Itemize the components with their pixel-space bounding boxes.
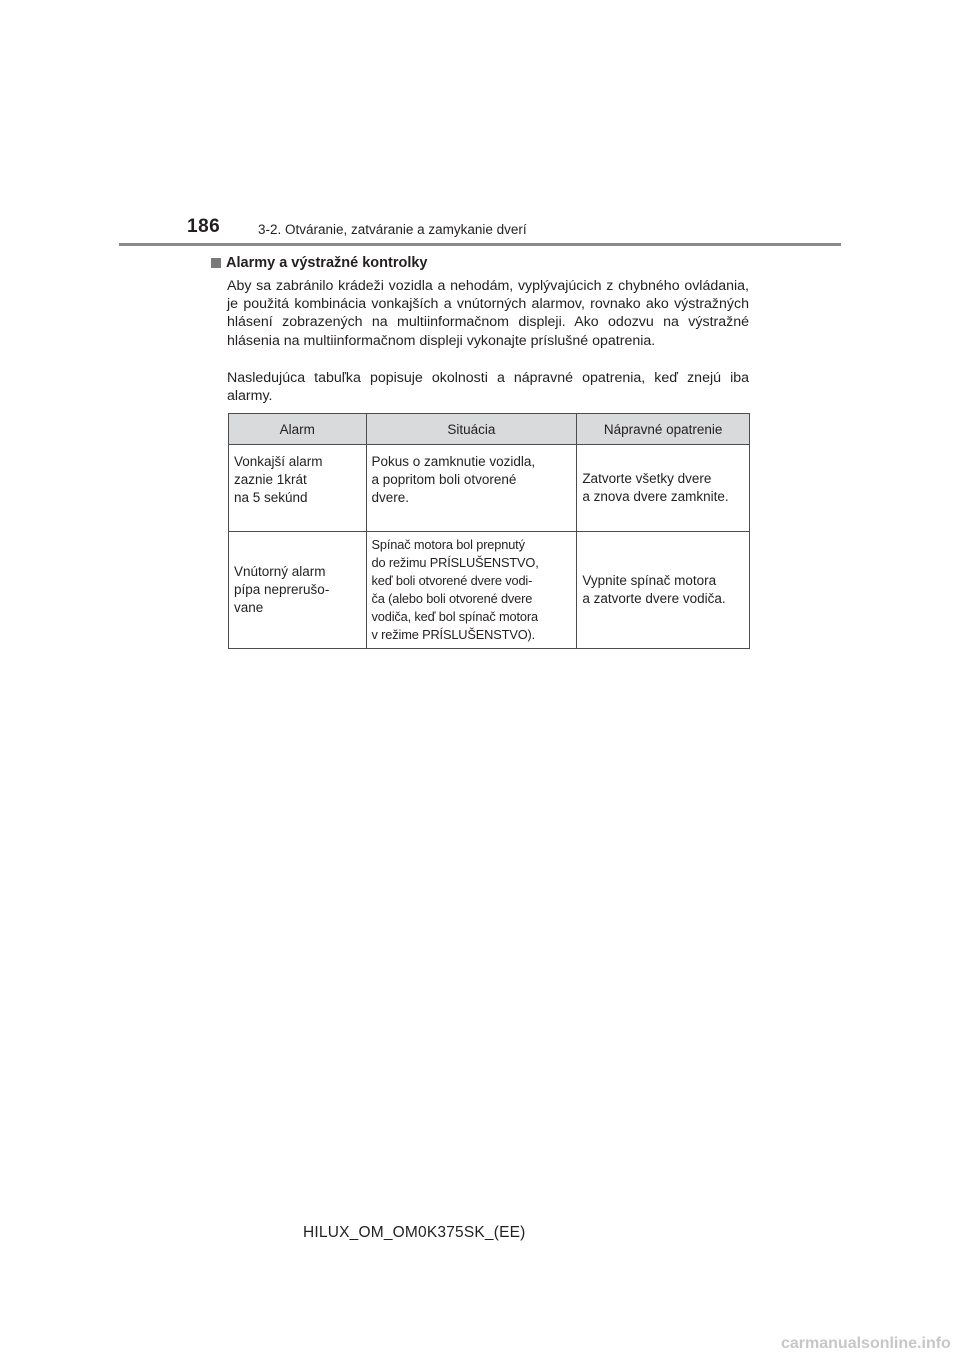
chapter-title: 3-2. Otváranie, zatváranie a zamykanie dverí (258, 222, 527, 237)
table-description-paragraph: Nasledujúca tabuľka popisuje okolnosti a nápravné opatrenia, keď znejú iba alarmy. (227, 370, 749, 405)
column-header-alarm: Alarm (229, 414, 367, 445)
cell-text: Vnútorný alarm pípa neprerušo- vane (234, 564, 330, 615)
table-cell-alarm (229, 445, 367, 532)
table-row (229, 532, 750, 649)
section-heading (211, 255, 427, 271)
table-cell-remedy (577, 532, 750, 649)
table-cell-remedy (577, 445, 750, 532)
table-header-row (229, 414, 750, 445)
table-cell-alarm (229, 532, 367, 649)
cell-text: Zatvorte všetky dvere a znova dvere zamknite. (582, 471, 729, 504)
column-header-situation: Situácia (366, 414, 577, 445)
table-cell-situation (366, 532, 577, 649)
intro-paragraph: Aby sa zabránilo krádeži vozidla a nehodám, vyplývajúcich z chybného ovládania, je použitá kombinácia vonkajších a vnútorných alarmov, rovnako ako výstražných hlásení zobrazených na multiinformačnom displeji. Ako odozvu na výstražné hlásenia na multiinformačnom displeji vykonajte príslušné opatrenia. (227, 278, 749, 349)
column-header-remedy: Nápravné opatrenie (577, 414, 750, 445)
cell-text: Vypnite spínač motora a zatvorte dvere vodiča. (582, 573, 726, 606)
alarm-table (228, 413, 750, 649)
watermark: carmanualsonline.info (781, 1335, 951, 1352)
cell-text: Spínač motora bol prepnutý do režimu PRÍSLUŠENSTVO, keď boli otvorené dvere vodi- ča (alebo boli otvorené dvere vodiča, keď bol spínač motora v režime PRÍSLUŠENSTVO). (371, 537, 539, 642)
cell-text: Vonkajší alarm zaznie 1krát na 5 sekúnd (234, 454, 323, 505)
document-code: HILUX_OM_OM0K375SK_(EE) (303, 1224, 526, 1241)
header-divider (119, 243, 841, 246)
table-row (229, 445, 750, 532)
cell-text: Pokus o zamknutie vozidla, a popritom boli otvorené dvere. (371, 454, 536, 505)
section-heading-text: Alarmy a výstražné kontrolky (226, 255, 428, 271)
table-cell-situation (366, 445, 577, 532)
square-bullet-icon (211, 258, 221, 268)
page-number: 186 (187, 216, 221, 237)
